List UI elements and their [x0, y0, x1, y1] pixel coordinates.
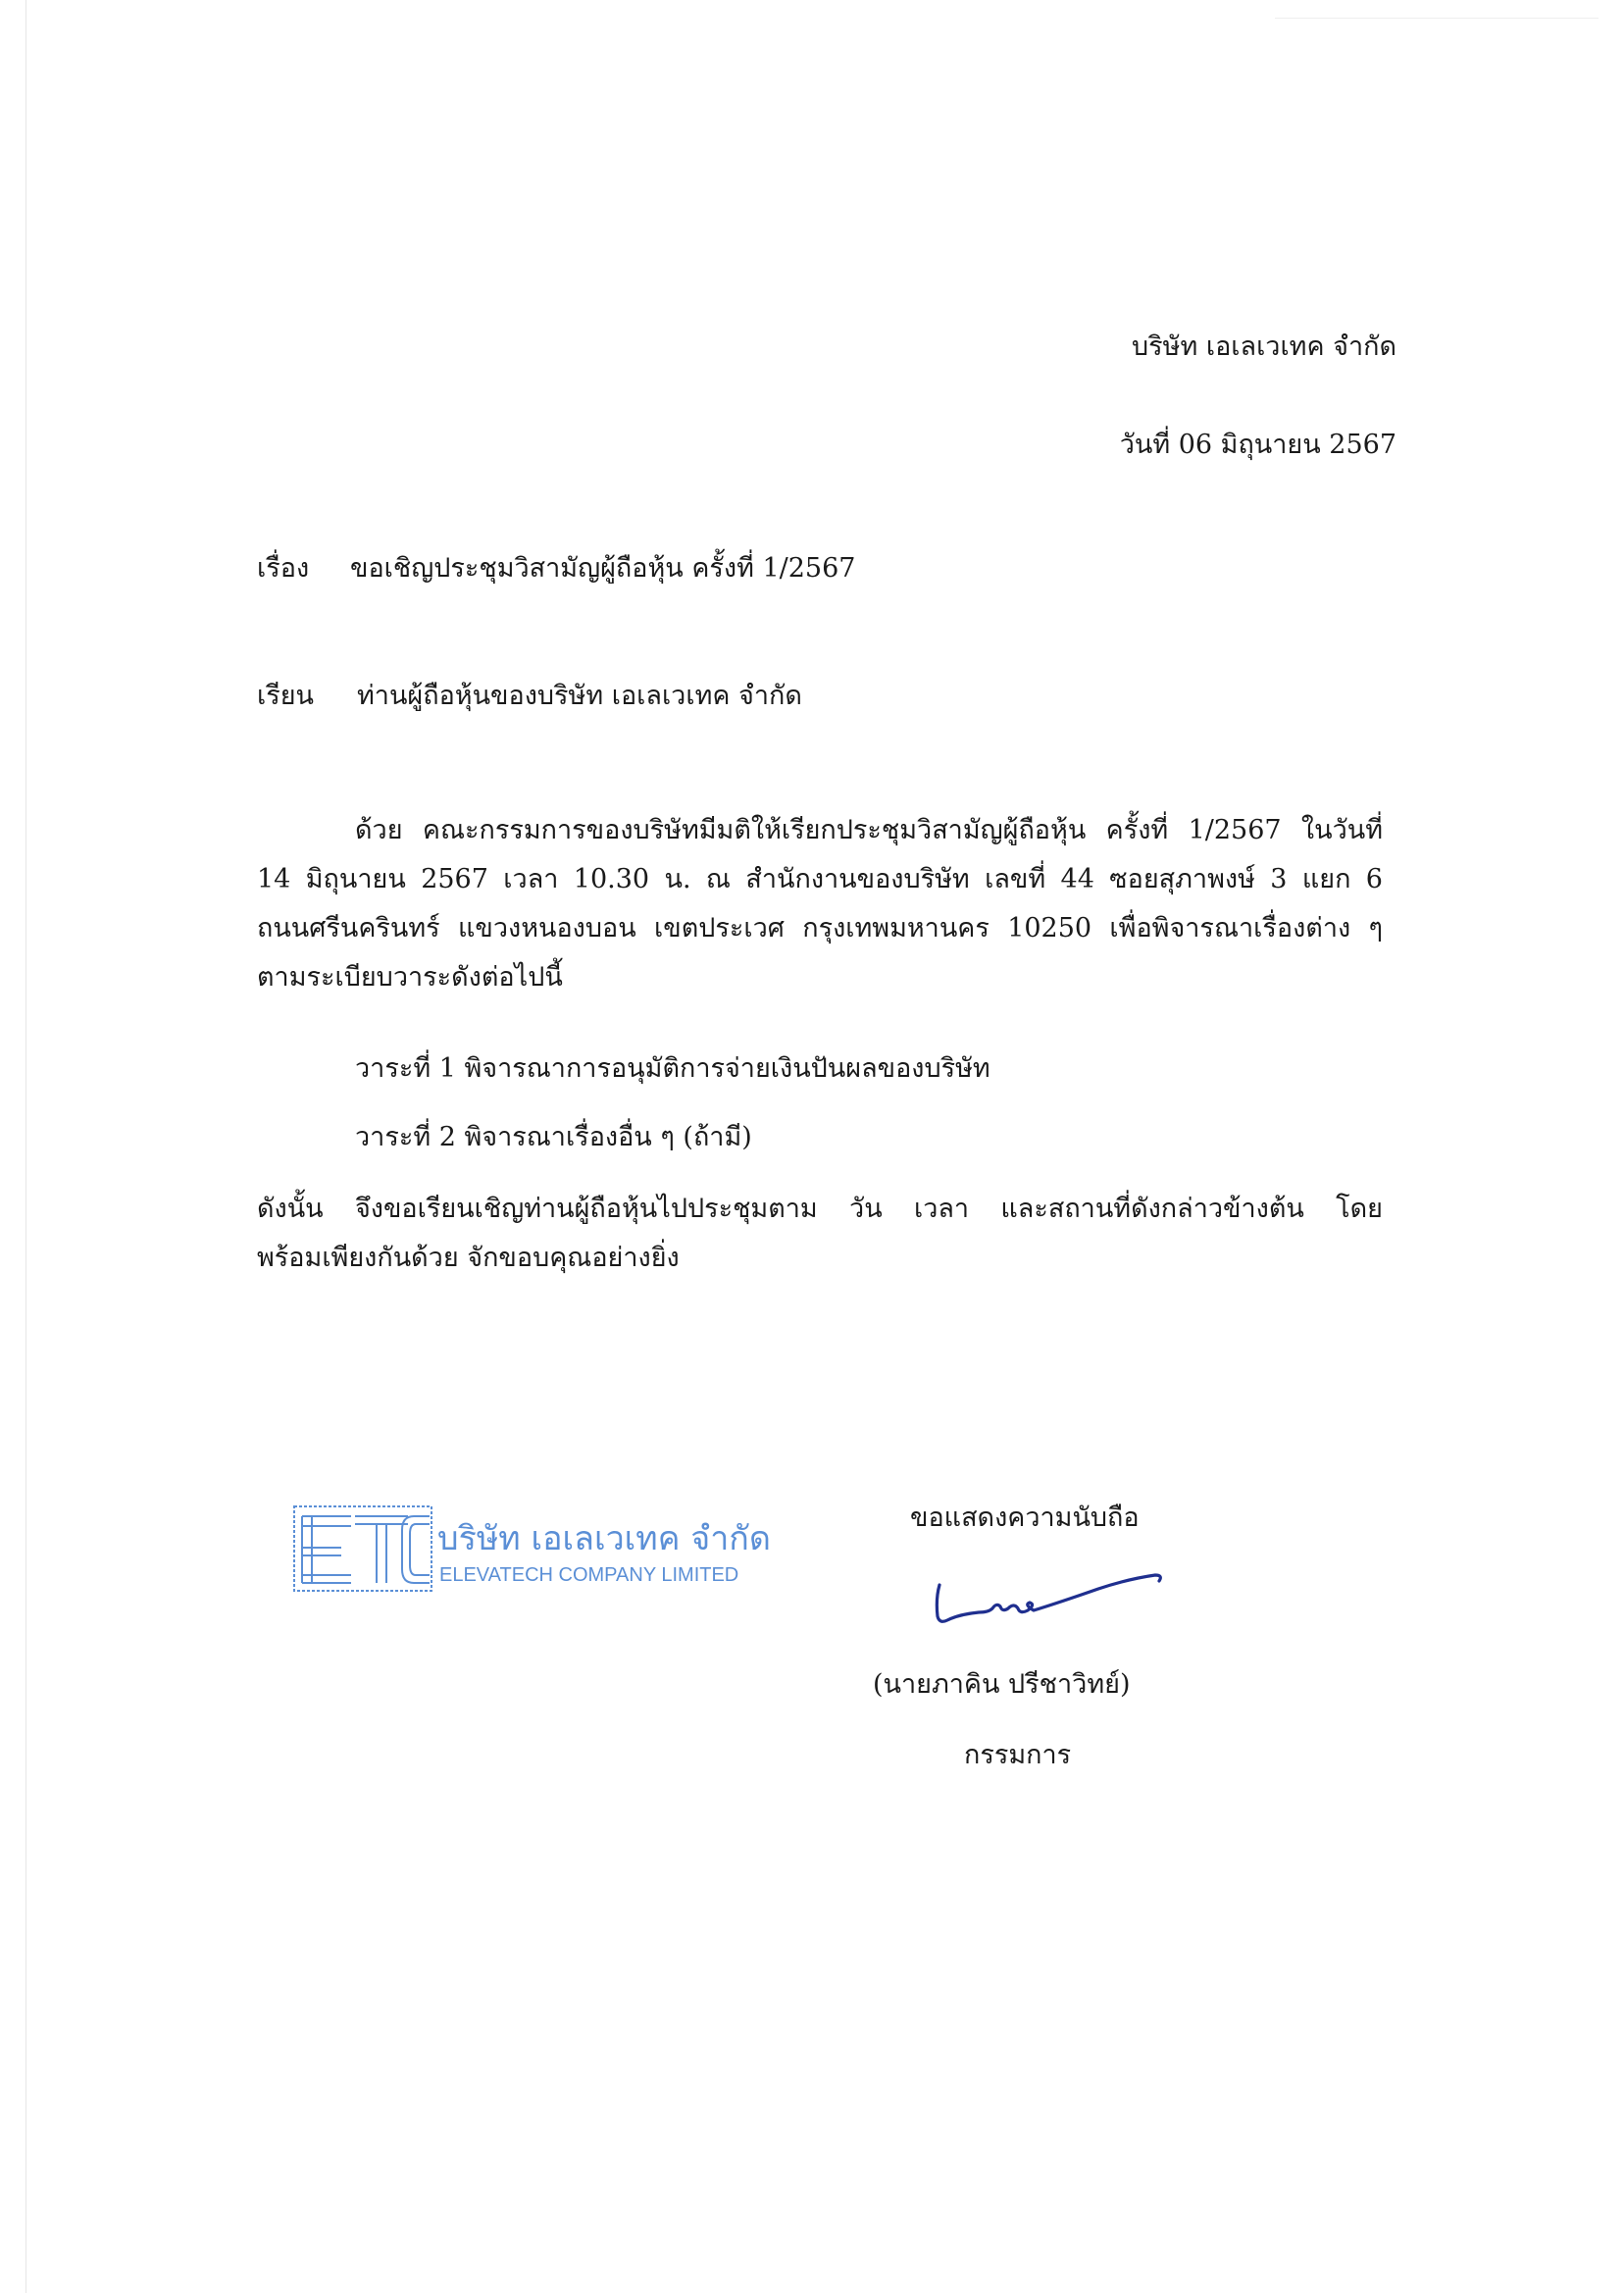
- paragraph-line: พร้อมเพียงกันด้วย จักขอบคุณอย่างยิ่ง: [257, 1243, 680, 1273]
- stamp-thai-name: บริษัท เอเลเวเทค จำกัด: [437, 1519, 771, 1558]
- agenda-item-2: วาระที่ 2 พิจารณาเรื่องอื่น ๆ (ถ้ามี): [355, 1122, 752, 1152]
- paragraph-line: ด้วย คณะกรรมการของบริษัทมีมติให้เรียกประชุมวิสามัญผู้ถือหุ้น ครั้งที่ 1/2567 ในวันที่: [355, 815, 1383, 845]
- signer-name: (นายภาคิน ปรีชาวิทย์): [873, 1669, 1131, 1700]
- company-name: บริษัท เอเลเวเทค จำกัด: [1132, 331, 1396, 362]
- paragraph-line: ตามระเบียบวาระดังต่อไปนี้: [257, 962, 563, 993]
- scan-edge: [1275, 18, 1599, 19]
- addressee-label: เรียน: [257, 681, 315, 711]
- letter-date: วันที่ 06 มิถุนายน 2567: [1119, 430, 1396, 460]
- subject-text: ขอเชิญประชุมวิสามัญผู้ถือหุ้น ครั้งที่ 1/2567: [350, 553, 856, 584]
- body-paragraph-invitation: [257, 806, 1383, 1002]
- paragraph-line: ดังนั้น จึงขอเรียนเชิญท่านผู้ถือหุ้นไปประชุมตาม วัน เวลา และสถานที่ดังกล่าวข้างต้น โดย: [257, 1194, 1383, 1224]
- stamp-english-name: ELEVATECH COMPANY LIMITED: [439, 1564, 739, 1586]
- company-stamp: [292, 1501, 802, 1599]
- signer-position: กรรมการ: [964, 1740, 1072, 1770]
- closing-regards: ขอแสดงความนับถือ: [910, 1503, 1140, 1533]
- stamp-logo-icon: [294, 1506, 431, 1591]
- paragraph-line: 14 มิถุนายน 2567 เวลา 10.30 น. ณ สำนักงานของบริษัท เลขที่ 44 ซอยสุภาพงษ์ 3 แยก 6: [257, 864, 1383, 894]
- paragraph-line: ถนนศรีนครินทร์ แขวงหนองบอน เขตประเวศ กรุงเทพมหานคร 10250 เพื่อพิจารณาเรื่องต่าง ๆ: [257, 913, 1383, 943]
- subject-label: เรื่อง: [257, 553, 310, 584]
- addressee-text: ท่านผู้ถือหุ้นของบริษัท เอเลเวเทค จำกัด: [357, 681, 802, 711]
- signature-icon: [932, 1559, 1167, 1638]
- body-paragraph-closing: [257, 1185, 1383, 1283]
- agenda-item-1: วาระที่ 1 พิจารณาการอนุมัติการจ่ายเงินปันผลของบริษัท: [355, 1053, 990, 1084]
- scan-edge: [25, 0, 26, 2293]
